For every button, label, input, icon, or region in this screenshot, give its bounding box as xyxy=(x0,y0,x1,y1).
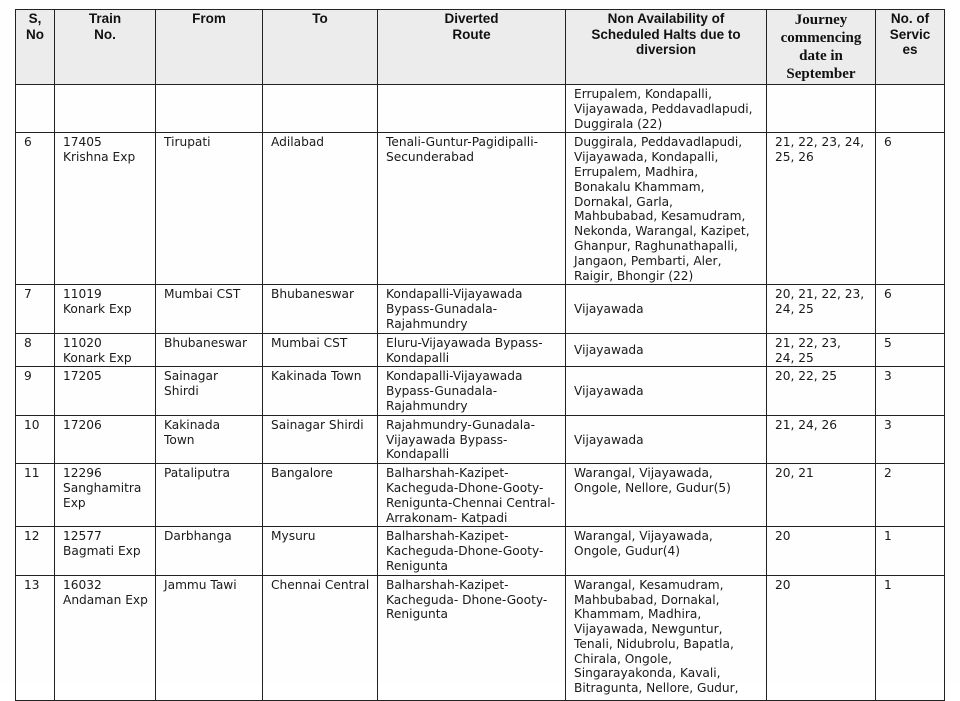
cell-sno: 8 xyxy=(16,333,55,367)
cell-from: Jammu Tawi xyxy=(156,575,263,700)
cell-from: Sainagar Shirdi xyxy=(156,367,263,415)
cell-services: 3 xyxy=(876,415,945,463)
cell-dates: 20, 22, 25 xyxy=(767,367,876,415)
header-halts: Non Availability of Scheduled Halts due to diversion xyxy=(566,10,767,85)
cell-to: Chennai Central xyxy=(263,575,378,700)
cell-sno: 13 xyxy=(16,575,55,700)
cell-halts: Vijayawada xyxy=(566,333,767,367)
table-row xyxy=(16,367,945,415)
cell-services: 1 xyxy=(876,575,945,700)
cell-dates: 21, 24, 26 xyxy=(767,415,876,463)
cell-to: Kakinada Town xyxy=(263,367,378,415)
cell-to: Adilabad xyxy=(263,133,378,285)
cell-route: Balharshah-Kazipet- Kacheguda-Dhone-Gooty- Renigunta xyxy=(378,527,566,575)
cell-dates: 20 xyxy=(767,575,876,700)
cell-sno xyxy=(16,85,55,133)
header-sno: S, No xyxy=(16,10,55,85)
table-body xyxy=(16,85,945,701)
cell-halts: Vijayawada xyxy=(566,367,767,415)
cell-sno: 10 xyxy=(16,415,55,463)
table-row xyxy=(16,85,945,133)
cell-halts: Vijayawada xyxy=(566,415,767,463)
cell-train-no: 16032 Andaman Exp xyxy=(55,575,156,700)
cell-to: Mysuru xyxy=(263,527,378,575)
cell-from: Mumbai CST xyxy=(156,285,263,333)
table-row xyxy=(16,415,945,463)
cell-route: Tenali-Guntur-Pagidipalli- Secunderabad xyxy=(378,133,566,285)
cell-from: Kakinada Town xyxy=(156,415,263,463)
cell-dates xyxy=(767,85,876,133)
cell-services: 5 xyxy=(876,333,945,367)
cell-to xyxy=(263,85,378,133)
cell-halts: Warangal, Kesamudram, Mahbubabad, Dornakal, Khammam, Madhira, Vijayawada, Newguntur, Tenali, Nidubrolu, Bapatla, Chirala, Ongole, Singarayakonda, Kavali, Bitragunta, Nellore, Gudur, xyxy=(566,575,767,700)
cell-from xyxy=(156,85,263,133)
cell-train-no: 12296 Sanghamitra Exp xyxy=(55,464,156,527)
cell-halts: Warangal, Vijayawada, Ongole, Nellore, Gudur(5) xyxy=(566,464,767,527)
cell-train-no: 12577 Bagmati Exp xyxy=(55,527,156,575)
cell-halts: Errupalem, Kondapalli, Vijayawada, Peddavadlapudi, Duggirala (22) xyxy=(566,85,767,133)
cell-dates: 20, 21 xyxy=(767,464,876,527)
cell-to: Bhubaneswar xyxy=(263,285,378,333)
cell-services: 1 xyxy=(876,527,945,575)
cell-route: Kondapalli-Vijayawada Bypass-Gunadala- Rajahmundry xyxy=(378,367,566,415)
table-row xyxy=(16,285,945,333)
cell-to: Sainagar Shirdi xyxy=(263,415,378,463)
cell-from: Pataliputra xyxy=(156,464,263,527)
header-train-no: Train No. xyxy=(55,10,156,85)
table-row xyxy=(16,133,945,285)
cell-route: Balharshah-Kazipet- Kacheguda-Dhone-Gooty- Renigunta-Chennai Central- Arrakonam- Katpadi xyxy=(378,464,566,527)
cell-services: 3 xyxy=(876,367,945,415)
cell-dates: 20, 21, 22, 23, 24, 25 xyxy=(767,285,876,333)
cell-services: 6 xyxy=(876,285,945,333)
header-journey-date: Journey commencing date in September xyxy=(767,10,876,85)
cell-halts: Warangal, Vijayawada, Ongole, Gudur(4) xyxy=(566,527,767,575)
cell-sno: 12 xyxy=(16,527,55,575)
cell-halts: Duggirala, Peddavadlapudi, Vijayawada, Kondapalli, Errupalem, Madhira, Bonakalu Khammam, Dornakal, Garla, Mahbubabad, Kesamudram, Nekonda, Warangal, Kazipet, Ghanpur, Raghunathapalli, Jangaon, Pembarti, Aler, Raigir, Bhongir (22) xyxy=(566,133,767,285)
cell-to: Bangalore xyxy=(263,464,378,527)
header-from: From xyxy=(156,10,263,85)
cell-route: Eluru-Vijayawada Bypass- Kondapalli xyxy=(378,333,566,367)
cell-from: Bhubaneswar xyxy=(156,333,263,367)
cell-sno: 6 xyxy=(16,133,55,285)
cell-train-no xyxy=(55,85,156,133)
header-to: To xyxy=(263,10,378,85)
cell-services: 6 xyxy=(876,133,945,285)
cell-halts: Vijayawada xyxy=(566,285,767,333)
cell-route: Rajahmundry-Gunadala- Vijayawada Bypass- Kondapalli xyxy=(378,415,566,463)
table-row xyxy=(16,333,945,367)
header-diverted-route: Diverted Route xyxy=(378,10,566,85)
cell-sno: 11 xyxy=(16,464,55,527)
cell-services xyxy=(876,85,945,133)
cell-sno: 7 xyxy=(16,285,55,333)
cell-dates: 21, 22, 23, 24, 25, 26 xyxy=(767,133,876,285)
header-row xyxy=(16,10,945,85)
cell-from: Darbhanga xyxy=(156,527,263,575)
cell-train-no: 11019 Konark Exp xyxy=(55,285,156,333)
cell-sno: 9 xyxy=(16,367,55,415)
cell-train-no: 11020 Konark Exp xyxy=(55,333,156,367)
table-row xyxy=(16,575,945,700)
table-row xyxy=(16,464,945,527)
diversion-table xyxy=(15,9,945,701)
cell-dates: 21, 22, 23, 24, 25 xyxy=(767,333,876,367)
cell-route: Kondapalli-Vijayawada Bypass-Gunadala- Rajahmundry xyxy=(378,285,566,333)
cell-train-no: 17205 xyxy=(55,367,156,415)
cell-train-no: 17206 xyxy=(55,415,156,463)
cell-train-no: 17405 Krishna Exp xyxy=(55,133,156,285)
cell-route: Balharshah-Kazipet- Kacheguda- Dhone-Gooty- Renigunta xyxy=(378,575,566,700)
header-services: No. of Servic es xyxy=(876,10,945,85)
cell-route xyxy=(378,85,566,133)
cell-to: Mumbai CST xyxy=(263,333,378,367)
cell-dates: 20 xyxy=(767,527,876,575)
cell-services: 2 xyxy=(876,464,945,527)
table-row xyxy=(16,527,945,575)
cell-from: Tirupati xyxy=(156,133,263,285)
